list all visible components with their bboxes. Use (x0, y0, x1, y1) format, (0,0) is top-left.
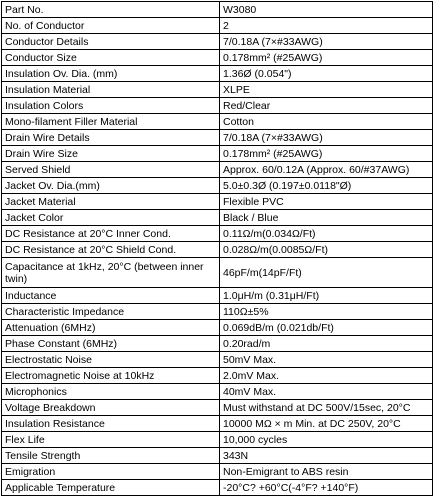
spec-value: 5.0±0.3Ø (0.197±0.0118"Ø) (220, 178, 433, 194)
table-row (2, 210, 433, 226)
spec-value: 1.0μH/m (0.31μH/Ft) (220, 288, 433, 304)
spec-value: 343N (220, 448, 433, 464)
spec-value: 10,000 cycles (220, 432, 433, 448)
spec-value: 46pF/m(14pF/Ft) (220, 258, 433, 288)
spec-value: 0.11Ω/m(0.034Ω/Ft) (220, 226, 433, 242)
spec-label: Jacket Ov. Dia.(mm) (2, 178, 220, 194)
spec-value: 0.178mm² (#25AWG) (220, 50, 433, 66)
spec-label: Insulation Material (2, 82, 220, 98)
spec-value: 0.069dB/m (0.021db/Ft) (220, 320, 433, 336)
spec-value: 10000 MΩ × m Min. at DC 250V, 20°C (220, 416, 433, 432)
spec-label: Jacket Color (2, 210, 220, 226)
spec-value: Non-Emigrant to ABS resin (220, 464, 433, 480)
spec-value: 50mV Max. (220, 352, 433, 368)
spec-label: No. of Conductor (2, 18, 220, 34)
spec-value: Must withstand at DC 500V/15sec, 20°C (220, 400, 433, 416)
table-row (2, 98, 433, 114)
table-row (2, 66, 433, 82)
spec-value: Cotton (220, 114, 433, 130)
spec-label: Insulation Resistance (2, 416, 220, 432)
table-row (2, 384, 433, 400)
table-row (2, 130, 433, 146)
table-row (2, 288, 433, 304)
table-row (2, 18, 433, 34)
spec-label: Electrostatic Noise (2, 352, 220, 368)
table-row (2, 400, 433, 416)
table-row (2, 258, 433, 288)
spec-value: -20°C? +60°C(-4°F? +140°F) (220, 480, 433, 496)
spec-label: Tensile Strength (2, 448, 220, 464)
table-row (2, 146, 433, 162)
table-row (2, 194, 433, 210)
spec-label: Emigration (2, 464, 220, 480)
spec-table (1, 1, 433, 496)
spec-label: Insulation Colors (2, 98, 220, 114)
spec-label: Microphonics (2, 384, 220, 400)
spec-value: 1.36Ø (0.054") (220, 66, 433, 82)
table-row (2, 368, 433, 384)
spec-label: Insulation Ov. Dia. (mm) (2, 66, 220, 82)
spec-value: 2 (220, 18, 433, 34)
spec-label: Voltage Breakdown (2, 400, 220, 416)
table-row (2, 432, 433, 448)
table-row (2, 162, 433, 178)
spec-label: Electromagnetic Noise at 10kHz (2, 368, 220, 384)
spec-label: Drain Wire Size (2, 146, 220, 162)
spec-label: Mono-filament Filler Material (2, 114, 220, 130)
spec-label: Conductor Details (2, 34, 220, 50)
spec-label: Jacket Material (2, 194, 220, 210)
spec-value: 7/0.18A (7×#33AWG) (220, 130, 433, 146)
spec-value: Red/Clear (220, 98, 433, 114)
spec-value: Black / Blue (220, 210, 433, 226)
spec-label: Drain Wire Details (2, 130, 220, 146)
table-row (2, 304, 433, 320)
spec-value: 7/0.18A (7×#33AWG) (220, 34, 433, 50)
spec-value: 0.028Ω/m(0.0085Ω/Ft) (220, 242, 433, 258)
spec-value: XLPE (220, 82, 433, 98)
spec-label: Part No. (2, 2, 220, 18)
spec-label: Characteristic Impedance (2, 304, 220, 320)
table-row (2, 114, 433, 130)
table-row (2, 82, 433, 98)
table-row (2, 448, 433, 464)
table-row (2, 320, 433, 336)
table-row (2, 2, 433, 18)
spec-value: 0.178mm² (#25AWG) (220, 146, 433, 162)
table-row (2, 226, 433, 242)
spec-value: 40mV Max. (220, 384, 433, 400)
spec-label: DC Resistance at 20°C Inner Cond. (2, 226, 220, 242)
table-row (2, 50, 433, 66)
spec-label: DC Resistance at 20°C Shield Cond. (2, 242, 220, 258)
spec-value: Flexible PVC (220, 194, 433, 210)
spec-label: Served Shield (2, 162, 220, 178)
spec-value: 2.0mV Max. (220, 368, 433, 384)
table-row (2, 242, 433, 258)
spec-label: Applicable Temperature (2, 480, 220, 496)
table-row (2, 178, 433, 194)
spec-label: Conductor Size (2, 50, 220, 66)
spec-label: Capacitance at 1kHz, 20°C (between inner twin) (2, 258, 220, 288)
spec-label: Flex Life (2, 432, 220, 448)
spec-label: Attenuation (6MHz) (2, 320, 220, 336)
table-row (2, 34, 433, 50)
spec-value: 110Ω±5% (220, 304, 433, 320)
spec-label: Inductance (2, 288, 220, 304)
spec-label: Phase Constant (6MHz) (2, 336, 220, 352)
spec-value: Approx. 60/0.12A (Approx. 60/#37AWG) (220, 162, 433, 178)
table-row (2, 352, 433, 368)
spec-value: 0.20rad/m (220, 336, 433, 352)
table-row (2, 336, 433, 352)
table-row (2, 416, 433, 432)
table-row (2, 464, 433, 480)
spec-value: W3080 (220, 2, 433, 18)
